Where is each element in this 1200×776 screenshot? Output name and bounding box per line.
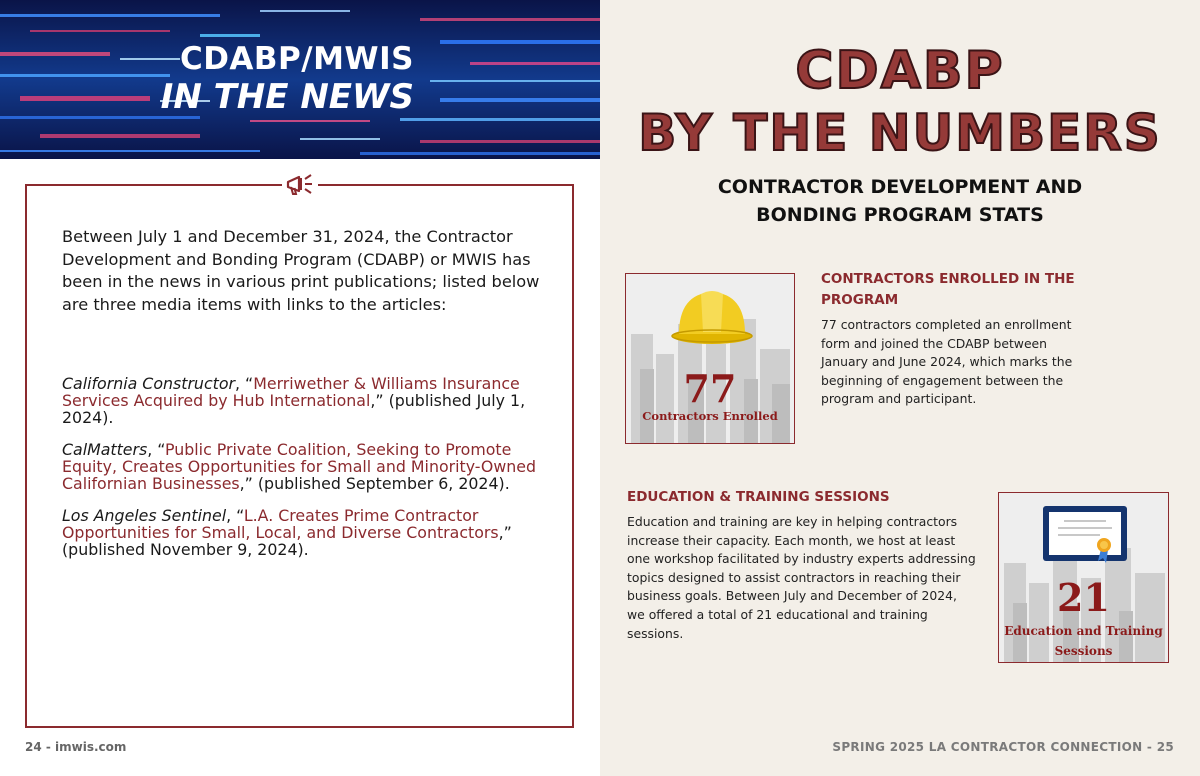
article-date: ,” (published July 1, 2024). bbox=[62, 391, 526, 427]
page-title-line1: CDABP bbox=[795, 41, 1005, 101]
page-footer-right: SPRING 2025 LA CONTRACTOR CONNECTION - 25 bbox=[832, 740, 1174, 754]
news-intro: Between July 1 and December 31, 2024, the Contractor Development and Bonding Program (CDABP) or MWIS has been in the news in various print publications; listed below are three media items with links to the articles: bbox=[62, 227, 540, 314]
education-training-heading: EDUCATION & TRAINING SESSIONS bbox=[627, 489, 890, 505]
article-separator: , “ bbox=[235, 374, 254, 393]
article-item bbox=[62, 375, 547, 426]
contractors-enrolled-heading: CONTRACTORS ENROLLED IN THE PROGRAM bbox=[821, 271, 1075, 308]
article-publication: CalMatters bbox=[62, 440, 148, 459]
page-footer-left: 24 - imwis.com bbox=[25, 740, 127, 754]
education-sessions-caption-line2: Sessions bbox=[1054, 644, 1113, 658]
article-link[interactable]: Public Private Coalition, Seeking to Promote Equity, Creates Opportunities for Small and Minority-Owned Californian Businesses bbox=[62, 440, 537, 493]
news-banner bbox=[0, 0, 600, 159]
article-item bbox=[62, 441, 547, 492]
hard-hat-icon bbox=[671, 284, 753, 346]
article-item bbox=[62, 507, 547, 558]
article-date: ,” (published November 9, 2024). bbox=[62, 523, 512, 559]
article-publication: California Constructor bbox=[62, 374, 235, 393]
education-training-text: Education and training are key in helping contractors increase their capacity. Each month, we host at least one workshop facilitated by industry experts addressing topics designed to assist contractors in reaching their business goals. Between July and December of 2024, we offered a total of 21 educational and training sessions. bbox=[627, 514, 976, 641]
contractors-enrolled-number: 77 bbox=[683, 366, 737, 411]
banner-title-line2: IN THE NEWS bbox=[160, 76, 414, 117]
contractors-enrolled-text: 77 contractors completed an enrollment form and joined the CDABP between January and June 2024, which marks the beginning of engagement between the program and participant. bbox=[821, 317, 1073, 407]
news-box bbox=[25, 184, 574, 728]
page-subtitle bbox=[600, 173, 1200, 229]
subtitle-line1: CONTRACTOR DEVELOPMENT AND bbox=[717, 176, 1083, 198]
contractors-stat-graphic bbox=[625, 273, 795, 444]
education-sessions-number: 21 bbox=[1057, 575, 1110, 620]
megaphone-icon bbox=[282, 170, 318, 200]
right-page bbox=[600, 0, 1200, 776]
subtitle-line2: BONDING PROGRAM STATS bbox=[756, 204, 1044, 226]
article-link[interactable]: L.A. Creates Prime Contractor Opportunities for Small, Local, and Diverse Contractors bbox=[62, 506, 499, 542]
certificate-icon bbox=[1042, 505, 1128, 565]
education-stat-graphic bbox=[998, 492, 1169, 663]
education-sessions-caption-line1: Education and Training bbox=[1004, 624, 1163, 638]
article-separator: , “ bbox=[226, 506, 244, 525]
page-title bbox=[600, 40, 1200, 164]
article-date: ,” (published September 6, 2024). bbox=[239, 474, 510, 493]
article-separator: , “ bbox=[147, 440, 165, 459]
article-publication: Los Angeles Sentinel bbox=[62, 506, 227, 525]
contractors-enrolled-caption: Contractors Enrolled bbox=[642, 409, 778, 423]
article-list bbox=[62, 375, 547, 573]
article-link[interactable]: Merriwether & Williams Insurance Services Acquired by Hub International bbox=[62, 374, 520, 410]
news-banner-title bbox=[161, 42, 414, 117]
banner-title-line1: CDABP/MWIS bbox=[179, 41, 414, 77]
page-title-line2: BY THE NUMBERS bbox=[638, 104, 1162, 162]
